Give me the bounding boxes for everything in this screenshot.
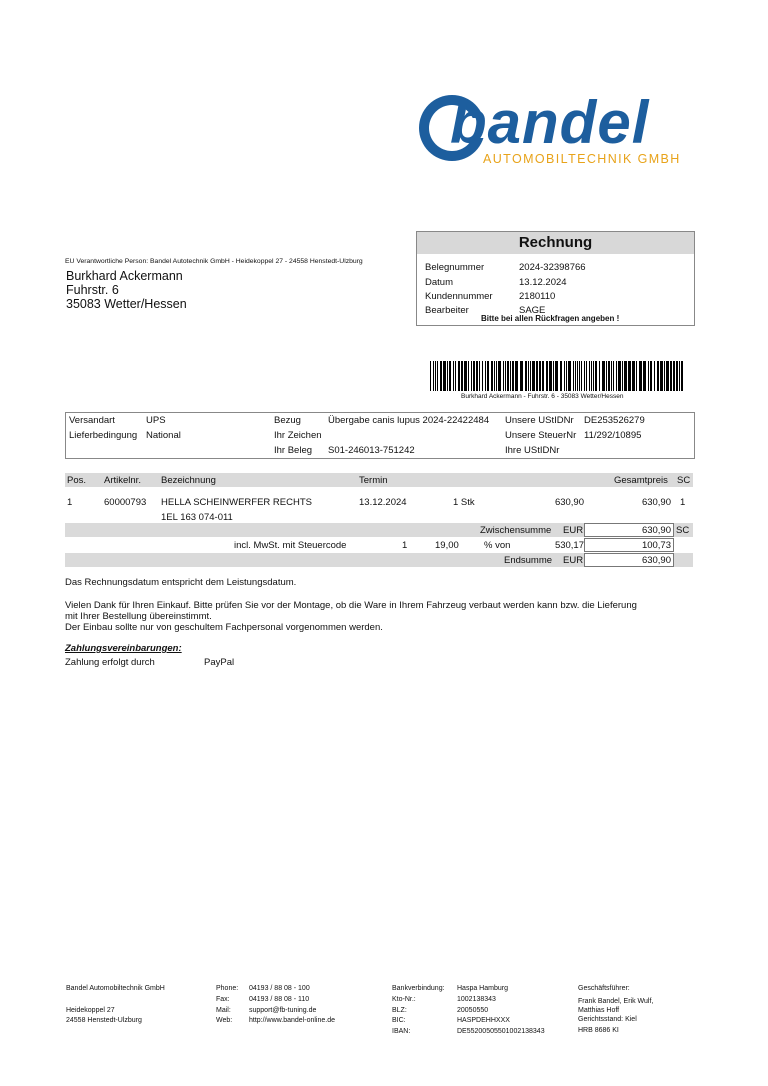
barcode-bar [505,361,506,391]
invoice-label-belegnummer: Belegnummer [425,262,485,273]
footer-phone: 04193 / 88 08 - 100 [249,985,310,992]
header-pos: Pos. [67,475,87,486]
barcode-bar [595,361,597,391]
barcode-bar [476,361,478,391]
invoice-label-bearbeiter: Bearbeiter [425,305,469,316]
barcode-bar [515,361,518,391]
barcode-bar [498,361,501,391]
vat-code: 1 [402,540,408,551]
footer-company-name: Bandel Automobiltechnik GmbH [66,985,165,992]
footer-web-link[interactable]: http://www.bandel-online.de [249,1017,335,1025]
barcode-bar [566,361,567,391]
barcode-bar [443,361,446,391]
barcode-bar [611,361,612,391]
payment-method-label: Zahlung erfolgt durch [65,657,155,668]
footer-bank-values [457,984,545,1038]
barcode-bar [670,361,672,391]
footer-court: Gerichtsstand: Kiel [578,1016,637,1023]
footer-gf-names-2: Matthias Hoff [578,1007,620,1014]
footer-bic-label: BIC: [392,1017,406,1025]
footer-iban-label: IBAN: [392,1028,411,1036]
barcode-bar [591,361,592,391]
ihr-beleg-value: S01-246013-751242 [328,445,415,456]
barcode-bar [520,361,523,391]
barcode-bar [471,361,472,391]
barcode-bar [589,361,590,391]
recipient-street: Fuhrstr. 6 [66,283,119,297]
barcode-bar [487,361,489,391]
barcode-bar [510,361,511,391]
recipient-city: 35083 Wetter/Hessen [66,297,187,311]
footer-mail-link[interactable]: support@fb-tuning.de [249,1006,317,1014]
barcode-bar [648,361,649,391]
subtotal-value: 630,90 [584,523,674,537]
thanks-text-line-1: Vielen Dank für Ihren Einkauf. Bitte prüfen Sie vor der Montage, ob die Ware in Ihrem Fahrzeug verbaut werden kann bzw. die Lieferung [65,600,637,611]
barcode-bar [449,361,451,391]
thanks-text-line-2: mit Ihrer Bestellung übereinstimmt. [65,611,212,622]
barcode-bar [455,361,456,391]
barcode-bar [606,361,607,391]
barcode-bar [568,361,571,391]
ustid-value: DE253526279 [584,415,645,426]
barcode-bar [503,361,504,391]
barcode-bar [430,361,431,391]
barcode-bar [584,361,585,391]
row-menge: 1 Stk [453,497,475,508]
vat-base: 530,17 [554,540,584,551]
barcode-bar [575,361,576,391]
ihr-zeichen-label: Ihr Zeichen [274,430,322,441]
footer-web-label: Web: [216,1017,233,1025]
total-value: 630,90 [584,553,674,567]
barcode-bar [461,361,463,391]
barcode-bar [577,361,578,391]
footer-bank-name: Haspa Hamburg [457,985,508,992]
barcode-bar [664,361,665,391]
barcode-bar [473,361,475,391]
row-artikelnr: 60000793 [104,497,147,508]
thanks-text-line-3: Der Einbau sollte nur von geschultem Fachpersonal vorgenommen werden. [65,622,383,633]
invoice-title: Rechnung [417,232,694,254]
barcode-bar [560,361,562,391]
barcode-bar [553,361,554,391]
vat-von: % von [484,540,511,551]
row-preis: 630,90 [554,497,584,508]
barcode-bar [622,361,623,391]
barcode-bar [555,361,558,391]
subtotal-currency: EUR [563,525,584,536]
barcode-bar [539,361,541,391]
footer-fax-label: Fax: [216,995,230,1003]
barcode-bar [528,361,529,391]
header-sc: SC [677,475,691,486]
barcode-bar [639,361,642,391]
footer-iban: DE55200505501002138343 [457,1028,545,1036]
barcode-bar [482,361,483,391]
steuernr-label: Unsere SteuerNr [505,430,577,441]
barcode-bar [532,361,535,391]
header-artikelnr: Artikelnr. [104,475,141,486]
barcode-bar [673,361,675,391]
barcode-bar [616,361,617,391]
footer-gf-names: Frank Bandel, Erik Wulf, [578,998,654,1005]
header-bezeichnung: Bezeichnung [161,475,216,486]
barcode-bar [546,361,548,391]
invoice-label-datum: Datum [425,277,453,288]
footer-street: Heidekoppel 27 [66,1006,115,1014]
footer-company [66,984,165,1027]
row-bezeichnung: HELLA SCHEINWERFER RECHTS [161,497,312,508]
barcode-bar [479,361,480,391]
footer-mail-label: Mail: [216,1006,231,1014]
barcode-bar [586,361,587,391]
footer-fax: 04193 / 88 08 - 110 [249,995,310,1003]
barcode-bar [599,361,600,391]
barcode-bar [536,361,538,391]
barcode-bar [564,361,565,391]
row-pos: 1 [67,497,73,508]
lieferbedingung-label: Lieferbedingung [69,430,138,441]
footer-management [578,984,653,1035]
bezug-label: Bezug [274,415,301,426]
footer-bic: HASPDEHHXXX [457,1017,510,1025]
footer-gf-heading: Geschäftsführer: [578,985,630,992]
barcode-bar [494,361,495,391]
header-termin: Termin [359,475,388,486]
footer-bank-label: Bankverbindung: [392,985,445,992]
barcode-bar [654,361,655,391]
barcode-bar [542,361,544,391]
barcode-bar [573,361,574,391]
vat-rate: 19,00 [435,540,459,551]
barcode-bar [453,361,454,391]
footer-bank-labels [392,984,445,1038]
subtotal-label: Zwischensumme [480,525,552,536]
barcode-bar [579,361,580,391]
row-sc: 1 [680,497,686,508]
header-gesamtpreis: Gesamtpreis [614,475,668,486]
lieferbedingung-value: National [146,430,181,441]
barcode-bar [613,361,614,391]
recipient-name: Burkhard Ackermann [66,269,183,283]
barcode-bar [440,361,442,391]
service-date-note: Das Rechnungsdatum entspricht dem Leistungsdatum. [65,577,297,588]
responsible-person-line: EU Verantwortliche Person: Bandel Autotechnik GmbH - Heidekoppel 27 - 24558 Henstedt-Ulzburg [65,258,363,265]
payment-method-value: PayPal [204,657,235,668]
footer-phone-label: Phone: [216,985,239,992]
barcode-bar [593,361,594,391]
invoice-reference-note: Bitte bei allen Rückfragen angeben ! [481,314,620,323]
footer-kto-label: Kto-Nr.: [392,995,416,1003]
ihr-beleg-label: Ihr Beleg [274,445,313,456]
subtotal-sc: SC [676,525,690,536]
barcode-bar [485,361,486,391]
barcode-bar [628,361,631,391]
barcode-bar [636,361,637,391]
invoice-value-bearbeiter: SAGE [519,305,546,316]
ihre-ustid-label: Ihre UStIDNr [505,445,560,456]
barcode-bar [507,361,509,391]
barcode-bar [491,361,493,391]
invoice-value-kundennummer: 2180110 [519,291,556,302]
logo-subtitle: AUTOMOBILTECHNIK GMBH [483,152,681,166]
footer-blz: 20050550 [457,1006,489,1014]
row-gesamt: 630,90 [641,497,671,508]
barcode-bar [624,361,627,391]
row-bezeichnung-2: 1EL 163 074-011 [161,512,233,523]
invoice-value-belegnummer: 2024-32398766 [519,262,586,273]
barcode-bar [602,361,605,391]
barcode-bar [433,361,434,391]
steuernr-value: 11/292/10895 [584,430,642,441]
barcode-bar [650,361,652,391]
total-currency: EUR [563,555,584,566]
barcode-bar [496,361,497,391]
barcode-bar [549,361,552,391]
total-label: Endsumme [504,555,553,566]
footer-contact-labels [216,984,238,1027]
footer-hrb: HRB 8686 KI [578,1027,619,1034]
footer-blz-label: BLZ: [392,1006,407,1014]
vat-label: incl. MwSt. mit Steuercode [234,540,347,551]
barcode-caption: Burkhard Ackermann - Fuhrstr. 6 - 35083 Wetter/Hessen [461,393,624,400]
barcode-bar [525,361,527,391]
vat-value: 100,73 [584,538,674,552]
barcode-bar [679,361,680,391]
barcode-bar [447,361,448,391]
barcode-bar [581,361,582,391]
barcode-bar [681,361,683,391]
footer-city: 24558 Henstedt-Ulzburg [66,1017,142,1025]
footer-kto: 1002138343 [457,995,496,1003]
ustid-label: Unsere UStIDNr [505,415,574,426]
barcode-bar [618,361,621,391]
logo-wordmark: bandel [450,89,650,156]
barcode-bar [530,361,531,391]
barcode-bar [437,361,438,391]
barcode-bar [660,361,663,391]
payment-terms-heading: Zahlungsvereinbarungen: [65,643,182,654]
row-termin: 13.12.2024 [359,497,407,508]
barcode-bar [666,361,669,391]
barcode-bar [464,361,467,391]
barcode-bar [468,361,469,391]
barcode-bar [632,361,635,391]
barcode-bar [657,361,659,391]
address-barcode [430,361,683,391]
barcode-bar [458,361,460,391]
invoice-value-datum: 13.12.2024 [519,277,567,288]
invoice-label-kundennummer: Kundennummer [425,291,493,302]
barcode-bar [676,361,678,391]
barcode-bar [608,361,610,391]
bezug-value: Übergabe canis lupus 2024-22422484 [328,415,490,426]
barcode-bar [643,361,646,391]
barcode-bar [512,361,514,391]
barcode-bar [435,361,436,391]
versandart-value: UPS [146,415,166,426]
versandart-label: Versandart [69,415,115,426]
footer-contact-values [249,984,335,1027]
